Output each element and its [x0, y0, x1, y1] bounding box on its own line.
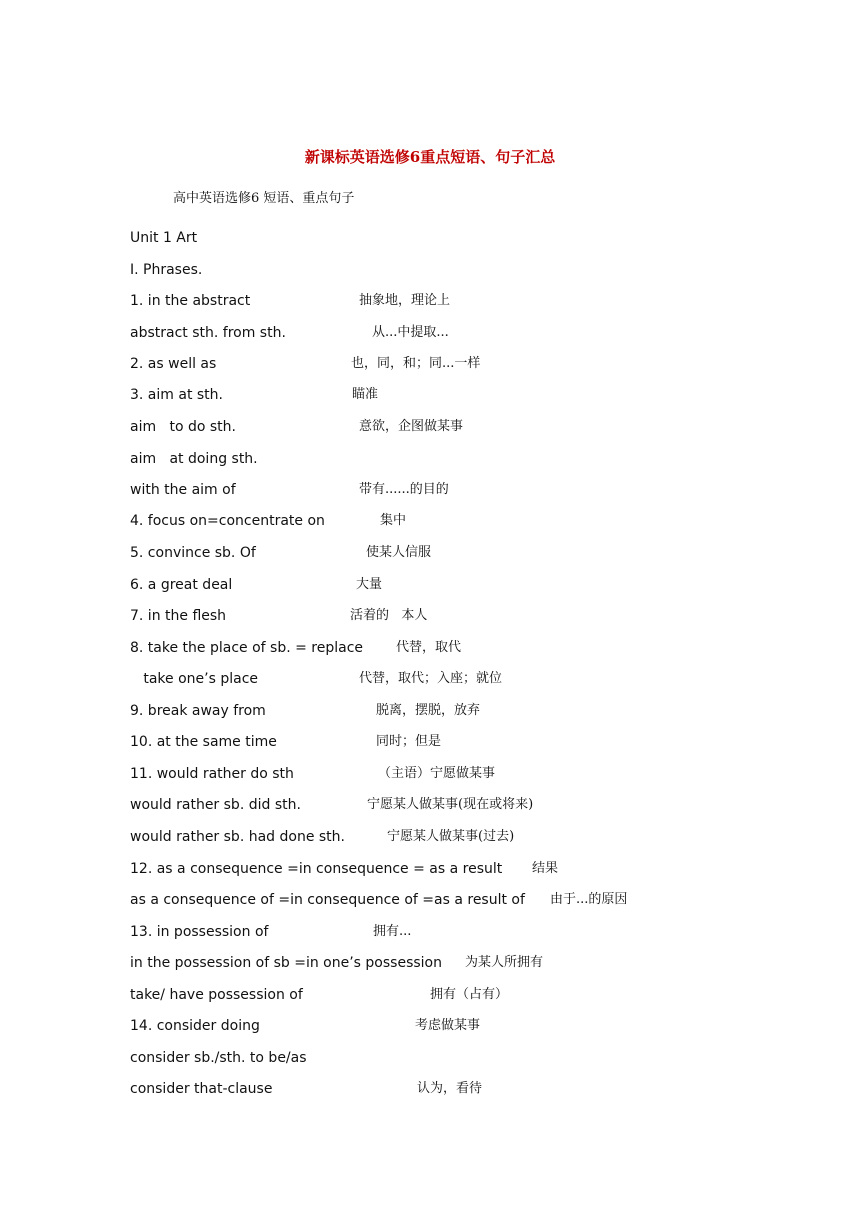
phrase-en: take/ have possession of	[130, 987, 303, 1003]
phrase-cn: 带有......的目的	[359, 482, 449, 497]
phrase-en: aim to do sth.	[130, 419, 236, 435]
phrase-en: with the aim of	[130, 482, 236, 498]
phrase-en: 8. take the place of sb. = replace	[130, 640, 364, 656]
page-subtitle: 高中英语选修6 短语、重点句子	[173, 191, 355, 206]
phrase-en: 11. would rather do sth	[130, 766, 294, 782]
phrase-cn: 集中	[380, 513, 407, 528]
phrase-cn: 代替，取代；入座；就位	[359, 671, 503, 686]
phrase-en: 4. focus on=concentrate on	[130, 513, 325, 529]
phrase-en: 7. in the flesh	[130, 608, 227, 624]
phrase-en: would rather sb. did sth.	[130, 797, 301, 813]
phrase-cn: （主语）宁愿做某事	[378, 766, 496, 781]
phrase-en: 1. in the abstract	[130, 293, 251, 309]
phrase-en: 13. in possession of	[130, 924, 269, 940]
phrase-en: abstract sth. from sth.	[130, 325, 286, 341]
phrase-cn: 同时；但是	[376, 734, 442, 749]
unit-heading-text: Unit 1 Art	[130, 230, 198, 246]
phrase-en: 10. at the same time	[130, 734, 277, 750]
phrase-cn: 意欲，企图做某事	[359, 419, 464, 434]
phrase-cn: 认为，看待	[417, 1081, 483, 1096]
phrase-en: 9. break away from	[130, 703, 266, 719]
phrase-en: 12. as a consequence =in consequence = as a result	[130, 861, 503, 877]
phrase-en: consider sb./sth. to be/as	[130, 1050, 307, 1066]
section-heading-text: Ⅰ. Phrases.	[130, 262, 203, 278]
phrase-cn: 宁愿某人做某事(过去)	[387, 829, 515, 844]
phrase-cn: 脱离，摆脱，放弃	[376, 703, 481, 718]
phrase-en: 3. aim at sth.	[130, 387, 223, 403]
phrase-cn: 结果	[532, 861, 559, 876]
phrase-en: take one’s place	[130, 671, 259, 687]
phrase-cn: 大量	[356, 577, 383, 592]
phrase-en: 14. consider doing	[130, 1018, 260, 1034]
phrase-cn: 考虑做某事	[415, 1018, 481, 1033]
phrase-cn: 宁愿某人做某事(现在或将来)	[367, 797, 534, 812]
phrase-en: would rather sb. had done sth.	[130, 829, 345, 845]
phrase-en: in the possession of sb =in one’s possession	[130, 955, 442, 971]
phrase-cn: 瞄准	[352, 387, 379, 402]
phrase-en: 6. a great deal	[130, 577, 233, 593]
phrase-en: 2. as well as	[130, 356, 217, 372]
phrase-cn: 活着的 本人	[350, 608, 428, 623]
phrase-en: as a consequence of =in consequence of =as a result of	[130, 892, 525, 908]
phrase-en: 5. convince sb. Of	[130, 545, 256, 561]
phrase-cn: 由于...的原因	[550, 892, 628, 907]
phrase-cn: 从...中提取...	[372, 325, 449, 340]
page-title: 新课标英语选修6重点短语、句子汇总	[304, 148, 556, 166]
phrase-cn: 也，同，和；同...一样	[351, 356, 481, 371]
phrase-cn: 为某人所拥有	[465, 955, 544, 970]
phrase-cn: 使某人信服	[366, 545, 432, 560]
phrase-en: consider that-clause	[130, 1081, 273, 1097]
phrase-en: aim at doing sth.	[130, 451, 258, 467]
phrase-cn: 代替，取代	[396, 640, 462, 655]
phrase-cn: 抽象地，理论上	[359, 293, 451, 308]
phrase-cn: 拥有...	[373, 924, 412, 939]
phrase-cn: 拥有（占有）	[430, 987, 509, 1002]
